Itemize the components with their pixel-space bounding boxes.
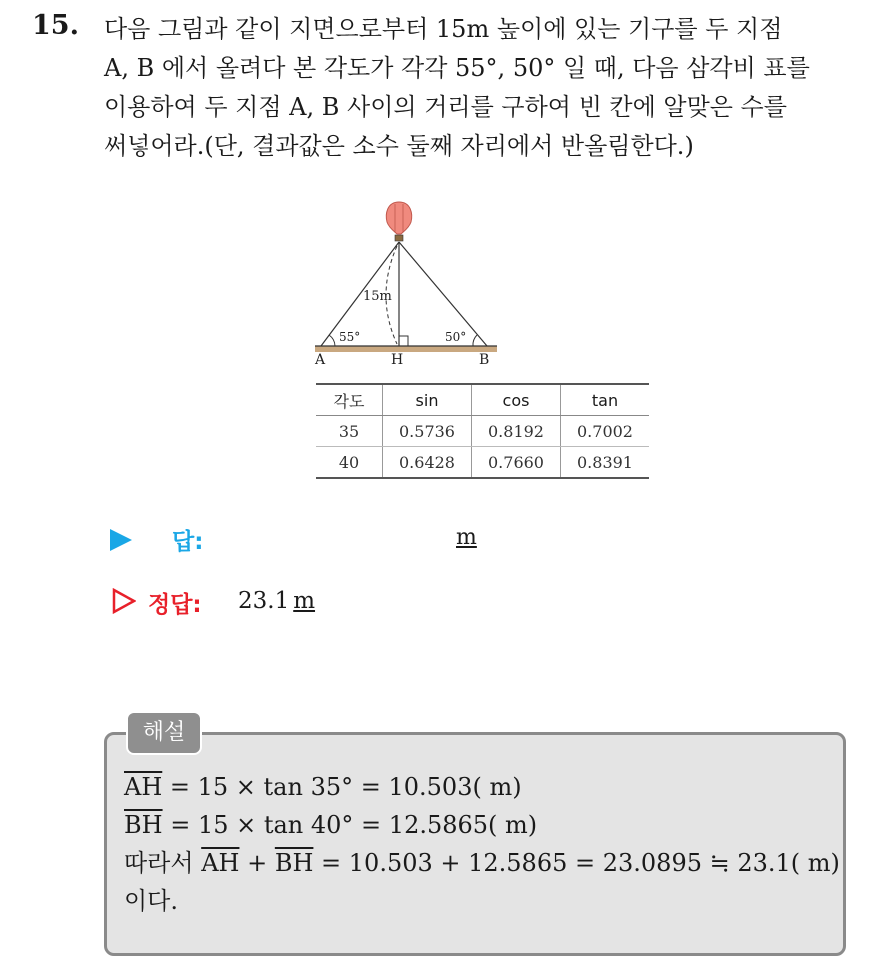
correct-answer-value: 23.1 <box>238 588 290 614</box>
solution-expr: = 10.503 + 12.5865 = 23.0895 ≒ 23.1( m) <box>313 849 840 877</box>
correct-answer <box>238 588 315 614</box>
segment-ah: $\overline{AH}$ <box>201 849 240 877</box>
correct-answer-unit: m <box>293 588 316 614</box>
height-label: 15m <box>363 289 392 304</box>
question-line: 이용하여 두 지점 A, B 사이의 거리를 구하여 빈 칸에 알맞은 수를 <box>104 93 787 121</box>
table-header: tan <box>561 384 650 416</box>
answer-label: 답: <box>172 529 204 555</box>
play-icon <box>110 529 132 551</box>
question-text <box>104 10 864 166</box>
table-header: sin <box>383 384 472 416</box>
segment-ah: $\overline{AH}$ <box>124 773 163 801</box>
correct-answer-label: 정답: <box>148 592 202 618</box>
solution-line <box>124 806 840 844</box>
balloon-figure <box>305 196 505 376</box>
solution-line <box>124 844 840 882</box>
question-line: 써넣어라.(단, 결과값은 소수 둘째 자리에서 반올림한다.) <box>104 132 694 160</box>
table-cell: 40 <box>338 452 360 472</box>
table-cell: 0.6428 <box>383 447 472 479</box>
solution-plus: + <box>239 849 275 877</box>
question-number: 15. <box>32 10 79 41</box>
solution-expr: = 15 × tan 40° = 12.5865( m) <box>162 811 538 839</box>
angle-b-label: 50° <box>445 330 467 344</box>
table-row <box>316 447 649 479</box>
point-h-label: H <box>391 352 404 368</box>
answer-unit: m <box>456 525 477 550</box>
segment-bh: $\overline{BH}$ <box>124 811 163 839</box>
table-header-row <box>316 384 649 416</box>
angle-a-label: 55° <box>339 330 361 344</box>
question-line: 다음 그림과 같이 지면으로부터 15m 높이에 있는 기구를 두 지점 <box>104 15 783 43</box>
point-a-label: A <box>315 352 326 368</box>
line-b-to-balloon <box>399 242 487 346</box>
balloon-icon <box>386 202 411 234</box>
balloon-basket <box>395 235 403 241</box>
correct-answer-row <box>112 586 512 620</box>
solution-text <box>124 768 840 920</box>
trig-table <box>316 383 649 479</box>
right-angle-mark <box>399 336 408 346</box>
ground <box>315 346 497 352</box>
outline-play-icon <box>112 588 136 614</box>
table-header: 각도 <box>316 384 383 416</box>
table-cell: 0.5736 <box>383 416 472 447</box>
table-cell: 0.8192 <box>472 416 561 447</box>
answer-row <box>110 523 530 557</box>
table-header: cos <box>472 384 561 416</box>
table-row <box>316 416 649 447</box>
solution-prefix: 따라서 <box>124 849 202 877</box>
solution-tab: 해설 <box>126 711 202 755</box>
table-cell: 0.7660 <box>472 447 561 479</box>
angle-arc-b <box>473 335 477 346</box>
table-cell: 35 <box>316 416 383 447</box>
solution-line: 이다. <box>124 887 178 915</box>
table-cell: 0.7002 <box>561 416 650 447</box>
segment-bh: $\overline{BH}$ <box>274 849 314 877</box>
angle-arc-a <box>329 335 335 346</box>
solution-line <box>124 768 840 806</box>
point-b-label: B <box>479 352 490 368</box>
question-line: A, B 에서 올려다 본 각도가 각각 55°, 50° 일 때, 다음 삼각비 표를 <box>104 54 810 82</box>
solution-expr: = 15 × tan 35° = 10.503( m) <box>162 773 522 801</box>
table-cell: 0.8391 <box>561 447 650 479</box>
